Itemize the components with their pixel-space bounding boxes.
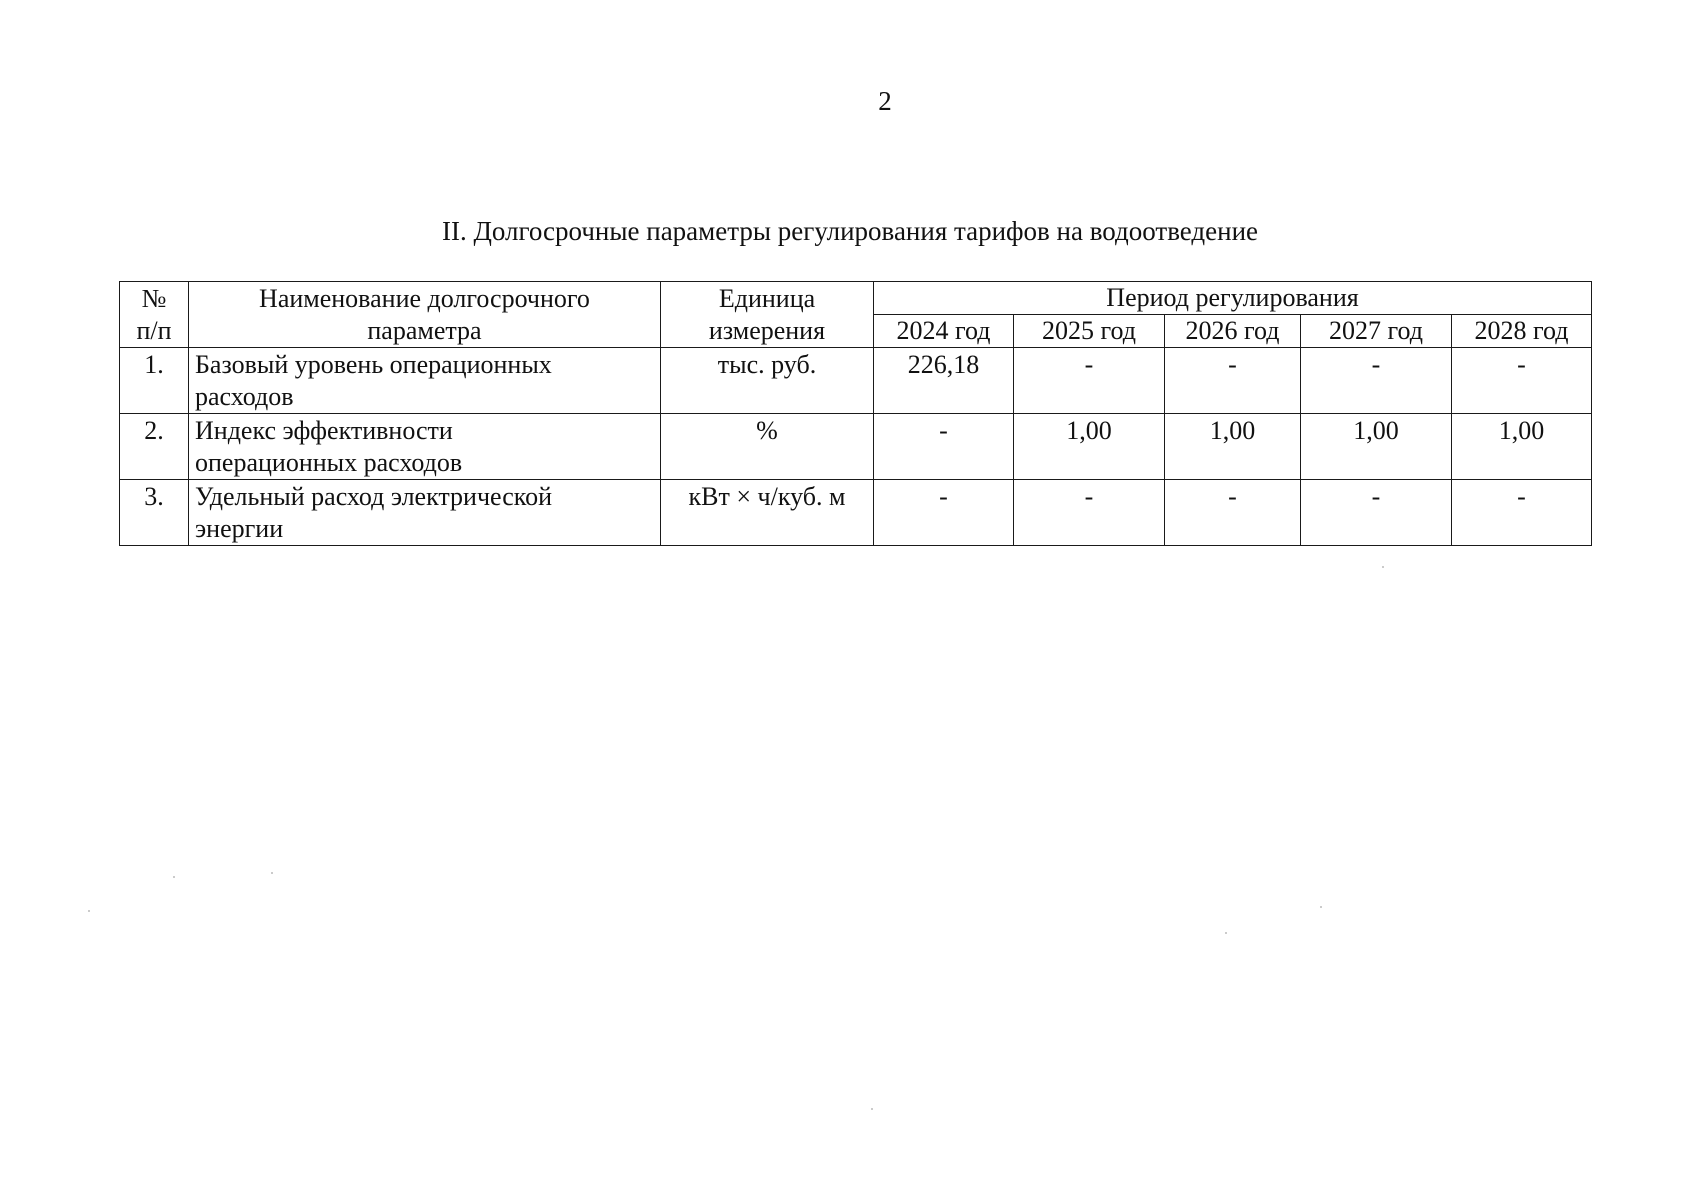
document-title: II. Долгосрочные параметры регулирования тарифов на водоотведение <box>441 216 1259 246</box>
row-value-2027: - <box>1301 348 1452 414</box>
row-value-2027: 1,00 <box>1301 414 1452 480</box>
row-value-2028: 1,00 <box>1452 414 1592 480</box>
row-number: 3. <box>120 480 189 546</box>
header-year: 2027 год <box>1301 315 1452 348</box>
row-value-2027: - <box>1301 480 1452 546</box>
header-period: Период регулирования <box>874 282 1592 315</box>
row-name-line1: Индекс эффективности <box>195 416 453 445</box>
table-row <box>120 480 1592 546</box>
row-value-2024: - <box>874 414 1014 480</box>
row-value-2026: 1,00 <box>1165 414 1301 480</box>
row-value-2028: - <box>1452 480 1592 546</box>
header-unit-line1: Единица <box>718 283 816 313</box>
row-unit: % <box>661 414 874 480</box>
header-number-line2: п/п <box>136 315 172 345</box>
header-parameter-name <box>189 282 661 348</box>
row-parameter-name <box>189 414 661 480</box>
row-name-line2: операционных расходов <box>195 448 463 477</box>
scan-speck <box>1382 566 1384 568</box>
row-value-2024: 226,18 <box>874 348 1014 414</box>
scan-speck <box>271 872 273 874</box>
row-parameter-name <box>189 348 661 414</box>
row-name-line2: энергии <box>195 514 284 543</box>
table-header-row <box>120 282 1592 315</box>
row-unit: кВт × ч/куб. м <box>661 480 874 546</box>
row-parameter-name <box>189 480 661 546</box>
scan-speck <box>871 1108 873 1110</box>
row-number: 2. <box>120 414 189 480</box>
header-year: 2028 год <box>1452 315 1592 348</box>
header-unit-line2: измерения <box>708 315 826 345</box>
scan-speck <box>88 910 90 912</box>
table-row <box>120 348 1592 414</box>
row-unit: тыс. руб. <box>661 348 874 414</box>
row-name-line1: Удельный расход электрической <box>195 482 553 511</box>
table-row <box>120 414 1592 480</box>
row-name-line2: расходов <box>195 382 294 411</box>
scan-speck <box>173 876 175 878</box>
header-year: 2026 год <box>1165 315 1301 348</box>
header-name-line1: Наименование долгосрочного <box>259 283 590 313</box>
header-year: 2024 год <box>874 315 1014 348</box>
regulation-parameters-table <box>119 281 1592 546</box>
scan-speck <box>1225 932 1227 934</box>
header-number <box>120 282 189 348</box>
row-value-2025: 1,00 <box>1014 414 1165 480</box>
header-name-line2: параметра <box>367 315 482 345</box>
row-name-line1: Базовый уровень операционных <box>195 350 552 379</box>
header-number-line1: № <box>141 283 167 313</box>
row-value-2028: - <box>1452 348 1592 414</box>
scan-speck <box>1320 906 1322 908</box>
header-unit <box>661 282 874 348</box>
row-value-2026: - <box>1165 348 1301 414</box>
page-number: 2 <box>878 86 892 116</box>
row-value-2024: - <box>874 480 1014 546</box>
row-value-2025: - <box>1014 348 1165 414</box>
row-number: 1. <box>120 348 189 414</box>
row-value-2026: - <box>1165 480 1301 546</box>
header-year: 2025 год <box>1014 315 1165 348</box>
row-value-2025: - <box>1014 480 1165 546</box>
